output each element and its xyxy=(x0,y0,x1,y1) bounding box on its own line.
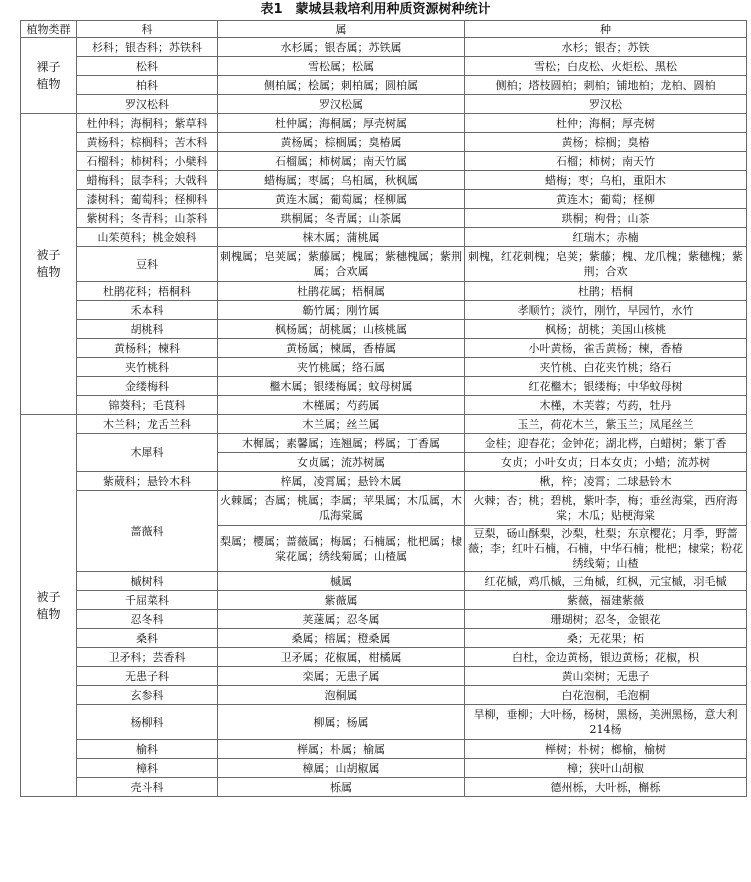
species-cell: 火棘；杏；桃；碧桃，紫叶李，梅；垂丝海棠，西府海棠；木瓜；贴梗海棠 xyxy=(465,491,747,526)
table-row xyxy=(21,610,747,629)
header-group: 植物类群 xyxy=(21,21,77,38)
species-cell: 樟；狭叶山胡椒 xyxy=(465,759,747,778)
table-row xyxy=(21,209,747,228)
genus-cell: 木兰属；丝兰属 xyxy=(218,415,465,434)
table-row xyxy=(21,415,747,434)
family-cell: 壳斗科 xyxy=(77,778,218,797)
table-row xyxy=(21,778,747,797)
genus-cell: 樟属；山胡椒属 xyxy=(218,759,465,778)
table-row xyxy=(21,472,747,491)
genus-cell: 夹竹桃属；络石属 xyxy=(218,358,465,377)
genus-cell: 紫薇属 xyxy=(218,591,465,610)
species-cell: 白花泡桐，毛泡桐 xyxy=(465,686,747,705)
genus-cell: 梓属，凌霄属；悬铃木属 xyxy=(218,472,465,491)
genus-cell: 刺槐属；皂荚属；紫藤属；槐属；紫穗槐属；紫荆属；合欢属 xyxy=(218,247,465,282)
table-row xyxy=(21,228,747,247)
genus-cell: 侧柏属；桧属；刺柏属；圆柏属 xyxy=(218,76,465,95)
family-cell: 玄参科 xyxy=(77,686,218,705)
table-row xyxy=(21,377,747,396)
family-cell: 忍冬科 xyxy=(77,610,218,629)
table-row xyxy=(21,491,747,526)
table-row xyxy=(21,57,747,76)
family-cell: 蜡梅科；鼠李科；大戟科 xyxy=(77,171,218,190)
table-row xyxy=(21,648,747,667)
family-cell: 金缕梅科 xyxy=(77,377,218,396)
species-cell: 楸，梓；凌霄；二球悬铃木 xyxy=(465,472,747,491)
species-cell: 紫薇，福建紫薇 xyxy=(465,591,747,610)
table-row xyxy=(21,339,747,358)
species-cell: 木槿，木芙蓉；芍药，牡丹 xyxy=(465,396,747,415)
species-cell: 雪松；白皮松、火炬松、黑松 xyxy=(465,57,747,76)
species-cell: 小叶黄杨，雀舌黄杨；楝，香椿 xyxy=(465,339,747,358)
header-family: 科 xyxy=(77,21,218,38)
species-cell: 孝顺竹；淡竹，刚竹，早园竹，水竹 xyxy=(465,301,747,320)
family-cell: 禾本科 xyxy=(77,301,218,320)
family-cell: 夹竹桃科 xyxy=(77,358,218,377)
genus-cell: 珙桐属；冬青属；山茶属 xyxy=(218,209,465,228)
family-cell: 千屈菜科 xyxy=(77,591,218,610)
species-cell: 杜仲；海桐；厚壳树 xyxy=(465,114,747,133)
genus-cell: 枫杨属；胡桃属；山核桃属 xyxy=(218,320,465,339)
group-cell: 被子 植物 xyxy=(21,415,77,797)
genus-cell: 卫矛属；花椒属，柑橘属 xyxy=(218,648,465,667)
family-cell: 桑科 xyxy=(77,629,218,648)
species-cell: 罗汉松 xyxy=(465,95,747,114)
family-cell: 杜鹃花科；梧桐科 xyxy=(77,282,218,301)
table-row xyxy=(21,740,747,759)
group-cell: 裸子 植物 xyxy=(21,38,77,114)
species-cell: 红花檵木；银缕梅；中华蚊母树 xyxy=(465,377,747,396)
table-row xyxy=(21,133,747,152)
genus-cell: 檵木属；银缕梅属；蚊母树属 xyxy=(218,377,465,396)
species-cell: 杜鹃；梧桐 xyxy=(465,282,747,301)
table-row xyxy=(21,114,747,133)
family-cell: 柏科 xyxy=(77,76,218,95)
species-cell: 蜡梅；枣；乌桕，重阳木 xyxy=(465,171,747,190)
header-species: 种 xyxy=(465,21,747,38)
table-row xyxy=(21,282,747,301)
table-body xyxy=(21,38,747,797)
table-row xyxy=(21,705,747,740)
table-row xyxy=(21,358,747,377)
species-cell: 玉兰，荷花木兰，紫玉兰；凤尾丝兰 xyxy=(465,415,747,434)
species-cell: 珊瑚树；忍冬，金银花 xyxy=(465,610,747,629)
species-cell: 红花槭，鸡爪槭，三角槭，红枫，元宝槭，羽毛槭 xyxy=(465,572,747,591)
species-cell: 德州栎，大叶栎，槲栎 xyxy=(465,778,747,797)
genus-cell: 杜鹃花属；梧桐属 xyxy=(218,282,465,301)
species-cell: 桑；无花果；柘 xyxy=(465,629,747,648)
genus-cell: 柳属；杨属 xyxy=(218,705,465,740)
table-row xyxy=(21,667,747,686)
table-row xyxy=(21,396,747,415)
family-cell: 豆科 xyxy=(77,247,218,282)
family-cell: 杉科；银杏科；苏铁科 xyxy=(77,38,218,57)
family-cell: 杨柳科 xyxy=(77,705,218,740)
species-cell: 夹竹桃、白花夹竹桃；络石 xyxy=(465,358,747,377)
genus-cell: 杜仲属；海桐属；厚壳树属 xyxy=(218,114,465,133)
family-cell: 紫树科；冬青科；山茶科 xyxy=(77,209,218,228)
family-cell: 黄杨科；楝科 xyxy=(77,339,218,358)
genus-cell: 木槿属；芍药属 xyxy=(218,396,465,415)
family-cell: 山茱萸科；桃金娘科 xyxy=(77,228,218,247)
genus-cell: 槭属 xyxy=(218,572,465,591)
genus-cell: 榉属；朴属；榆属 xyxy=(218,740,465,759)
family-cell: 无患子科 xyxy=(77,667,218,686)
table-row xyxy=(21,686,747,705)
species-cell: 侧柏；塔枝圆柏；刺柏；铺地柏；龙柏、圆柏 xyxy=(465,76,747,95)
family-cell: 木兰科；龙舌兰科 xyxy=(77,415,218,434)
genus-cell: 栎属 xyxy=(218,778,465,797)
genus-cell: 黄连木属；葡萄属；柽柳属 xyxy=(218,190,465,209)
header-genus: 属 xyxy=(218,21,465,38)
table-row xyxy=(21,301,747,320)
table-row xyxy=(21,434,747,453)
genus-cell: 梾木属；蒲桃属 xyxy=(218,228,465,247)
family-cell: 杜仲科；海桐科；紫草科 xyxy=(77,114,218,133)
genus-cell: 火棘属；杏属；桃属；李属；苹果属；木瓜属，木瓜海棠属 xyxy=(218,491,465,526)
table-row xyxy=(21,572,747,591)
species-cell: 黄连木；葡萄；柽柳 xyxy=(465,190,747,209)
genus-cell: 梨属；樱属；蔷薇属；梅属；石楠属；枇杷属；棣棠花属；绣线菊属；山楂属 xyxy=(218,526,465,572)
table-row xyxy=(21,629,747,648)
genus-cell: 簕竹属；刚竹属 xyxy=(218,301,465,320)
species-cell: 旱柳，垂柳；大叶杨，杨树，黑杨，美洲黑杨，意大利214杨 xyxy=(465,705,747,740)
family-cell: 黄杨科；棕榈科；苦木科 xyxy=(77,133,218,152)
species-cell: 石榴；柿树；南天竹 xyxy=(465,152,747,171)
table-row xyxy=(21,247,747,282)
table-row xyxy=(21,190,747,209)
table-row xyxy=(21,76,747,95)
genus-cell: 蜡梅属；枣属；乌桕属，秋枫属 xyxy=(218,171,465,190)
header-row xyxy=(21,21,747,38)
species-cell: 金桂；迎春花；金钟花；湖北梣，白蜡树；紫丁香 xyxy=(465,434,747,453)
table-row xyxy=(21,759,747,778)
genus-cell: 雪松属；松属 xyxy=(218,57,465,76)
species-cell: 黄杨；棕榈；臭椿 xyxy=(465,133,747,152)
species-cell: 枫杨；胡桃；美国山核桃 xyxy=(465,320,747,339)
genus-cell: 黄杨属；楝属，香椿属 xyxy=(218,339,465,358)
species-cell: 豆梨，砀山酥梨，沙梨，杜梨；东京樱花；月季，野蔷薇；李；红叶石楠，石楠，中华石楠；枇杷；棣棠；粉花绣线菊；山楂 xyxy=(465,526,747,572)
genus-cell: 栾属；无患子属 xyxy=(218,667,465,686)
species-cell: 红瑞木；赤楠 xyxy=(465,228,747,247)
group-cell: 被子 植物 xyxy=(21,114,77,415)
species-cell: 珙桐；枸骨；山茶 xyxy=(465,209,747,228)
species-cell: 水杉；银杏；苏铁 xyxy=(465,38,747,57)
species-cell: 榉树；朴树；榔榆，榆树 xyxy=(465,740,747,759)
family-cell: 蔷薇科 xyxy=(77,491,218,572)
table-row xyxy=(21,320,747,339)
table-row xyxy=(21,591,747,610)
genus-cell: 水杉属；银杏属；苏铁属 xyxy=(218,38,465,57)
genus-cell: 木樨属；素馨属；连翘属；梣属；丁香属 xyxy=(218,434,465,453)
family-cell: 漆树科；葡萄科；柽柳科 xyxy=(77,190,218,209)
family-cell: 石榴科；柿树科；小檗科 xyxy=(77,152,218,171)
table-row xyxy=(21,171,747,190)
genus-cell: 罗汉松属 xyxy=(218,95,465,114)
family-cell: 木犀科 xyxy=(77,434,218,472)
genus-cell: 桑属；榕属；橙桑属 xyxy=(218,629,465,648)
species-cell: 白杜，金边黄杨，银边黄杨；花椒，枳 xyxy=(465,648,747,667)
table-row xyxy=(21,38,747,57)
genus-cell: 女贞属；流苏树属 xyxy=(218,453,465,472)
species-cell: 刺槐，红花刺槐；皂荚；紫藤；槐、龙爪槐；紫穗槐；紫荆；合欢 xyxy=(465,247,747,282)
species-table xyxy=(20,20,747,797)
family-cell: 胡桃科 xyxy=(77,320,218,339)
family-cell: 榆科 xyxy=(77,740,218,759)
family-cell: 紫葳科；悬铃木科 xyxy=(77,472,218,491)
family-cell: 卫矛科；芸香科 xyxy=(77,648,218,667)
genus-cell: 石榴属；柿树属；南天竹属 xyxy=(218,152,465,171)
genus-cell: 黄杨属；棕榈属；臭椿属 xyxy=(218,133,465,152)
family-cell: 罗汉松科 xyxy=(77,95,218,114)
table-row xyxy=(21,95,747,114)
family-cell: 松科 xyxy=(77,57,218,76)
family-cell: 槭树科 xyxy=(77,572,218,591)
table-row xyxy=(21,152,747,171)
family-cell: 锦葵科；毛茛科 xyxy=(77,396,218,415)
table-title: 表1 蒙城县栽培利用种质资源树种统计 xyxy=(260,2,491,17)
species-cell: 女贞；小叶女贞；日本女贞；小蜡；流苏树 xyxy=(465,453,747,472)
genus-cell: 荚蒾属；忍冬属 xyxy=(218,610,465,629)
family-cell: 樟科 xyxy=(77,759,218,778)
species-cell: 黄山栾树；无患子 xyxy=(465,667,747,686)
genus-cell: 泡桐属 xyxy=(218,686,465,705)
